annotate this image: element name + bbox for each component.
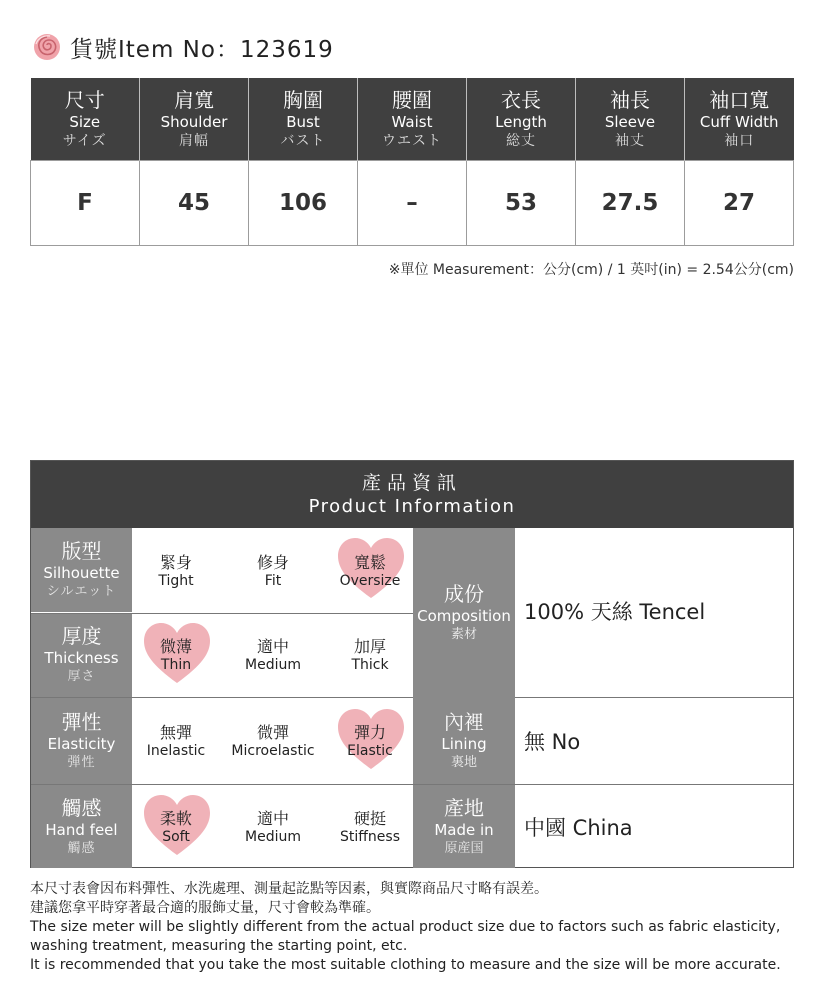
shoulder-cell: 45 bbox=[140, 161, 249, 246]
lining-label: 內裡 Lining 裏地 bbox=[413, 698, 515, 784]
column-header: 衣長 Length 総丈 bbox=[467, 78, 576, 161]
composition-label: 成份 Composition 素材 bbox=[413, 528, 515, 698]
thickness-label: 厚度 Thickness 厚さ bbox=[31, 613, 132, 697]
rose-icon bbox=[32, 32, 62, 62]
size-table-header-row bbox=[31, 78, 794, 161]
unit-note: ※單位 Measurement：公分(cm) / 1 英吋(in) = 2.54公分(cm) bbox=[388, 262, 794, 278]
lining-value: 無 No bbox=[524, 730, 581, 754]
option-stiffness: 硬挺 Stiffness bbox=[340, 809, 400, 845]
option-medium: 適中 Medium bbox=[245, 637, 301, 673]
column-header: 袖口寬 Cuff Width 袖口 bbox=[685, 78, 794, 161]
sleeve-cell: 27.5 bbox=[576, 161, 685, 246]
size-cell: F bbox=[31, 161, 140, 246]
column-header: 肩寬 Shoulder 肩幅 bbox=[140, 78, 249, 161]
size-table-row bbox=[31, 161, 794, 246]
option-elastic: 彈力 Elastic bbox=[347, 723, 393, 759]
column-header: 腰圍 Waist ウエスト bbox=[358, 78, 467, 161]
option-oversize: 寬鬆 Oversize bbox=[339, 553, 401, 589]
silhouette-label: 版型 Silhouette シルエット bbox=[31, 528, 132, 612]
divider bbox=[31, 613, 413, 614]
size-table bbox=[30, 78, 794, 246]
divider bbox=[31, 697, 793, 698]
waist-cell: – bbox=[358, 161, 467, 246]
column-header: 袖長 Sleeve 袖丈 bbox=[576, 78, 685, 161]
column-header: 尺寸 Size サイズ bbox=[31, 78, 140, 161]
option-inelastic: 無彈 Inelastic bbox=[146, 723, 206, 759]
disclaimer-line: washing treatment, measuring the starting point, etc. bbox=[30, 938, 408, 954]
bust-cell: 106 bbox=[249, 161, 358, 246]
disclaimer bbox=[30, 880, 800, 975]
length-cell: 53 bbox=[467, 161, 576, 246]
disclaimer-line: It is recommended that you take the most suitable clothing to measure and the size will be more accurate. bbox=[30, 957, 781, 973]
option-soft: 柔軟 Soft bbox=[159, 809, 192, 845]
made-in-value: 中國 China bbox=[524, 816, 633, 840]
made-in-label: 產地 Made in 原産国 bbox=[413, 785, 515, 868]
option-tight: 緊身 Tight bbox=[158, 553, 194, 589]
disclaimer-line: 本尺寸表會因布料彈性、水洗處理、測量起訖點等因素，與實際商品尺寸略有誤差。 bbox=[30, 881, 548, 897]
column-header: 胸圍 Bust バスト bbox=[249, 78, 358, 161]
option-fit: 修身 Fit bbox=[256, 553, 289, 589]
elasticity-label: 彈性 Elasticity 弾性 bbox=[31, 698, 132, 784]
hand-feel-label: 觸感 Hand feel 觸感 bbox=[31, 785, 132, 868]
composition-value: 100% 天絲 Tencel bbox=[524, 600, 706, 624]
option-thick: 加厚 Thick bbox=[351, 637, 389, 673]
item-number: 貨號Item No：123619 bbox=[70, 36, 334, 63]
disclaimer-line: The size meter will be slightly different from the actual product size due to factors such as fabric elasticity, bbox=[30, 919, 781, 935]
product-info-panel bbox=[30, 460, 794, 868]
cuff-width-cell: 27 bbox=[685, 161, 794, 246]
option-microelastic: 微彈 Microelastic bbox=[231, 723, 315, 759]
product-info-title: 產品資訊 Product Information bbox=[31, 461, 793, 528]
option-medium: 適中 Medium bbox=[245, 809, 301, 845]
divider bbox=[31, 784, 793, 785]
item-header bbox=[32, 30, 334, 64]
disclaimer-line: 建議您拿平時穿著最合適的服飾丈量，尺寸會較為準確。 bbox=[30, 900, 380, 916]
option-thin: 微薄 Thin bbox=[159, 637, 192, 673]
